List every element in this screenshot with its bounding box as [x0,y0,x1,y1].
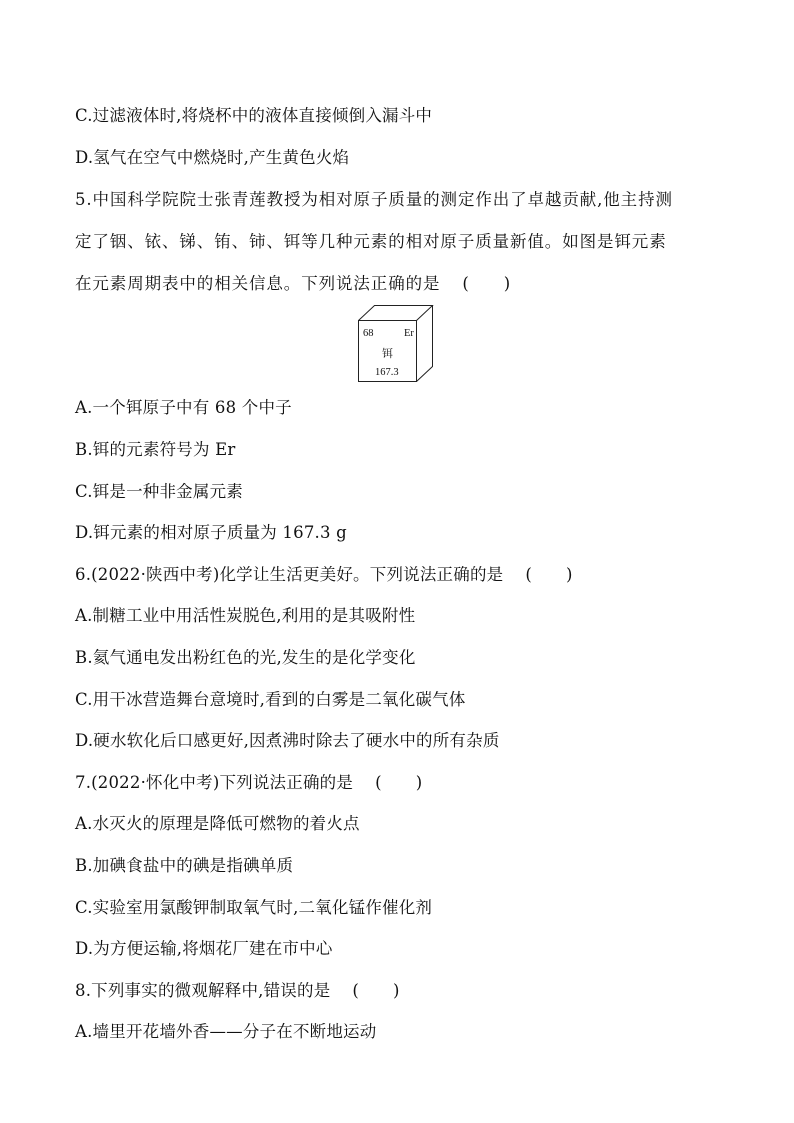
q6-stem [75,565,573,585]
q7-option-b: B.加碘食盐中的碘是指碘单质 [75,856,294,875]
element-cell-box [357,304,441,384]
element-symbol: Er [404,328,414,339]
answer-bracket: ( ) [462,274,512,293]
q7-option-c: C.实验室用氯酸钾制取氧气时,二氧化锰作催化剂 [75,898,433,917]
element-cell-figure [357,304,441,384]
element-name: 铒 [382,348,393,360]
answer-bracket: ( ) [375,773,423,792]
q6-option-d: D.硬水软化后口感更好,因煮沸时除去了硬水中的所有杂质 [75,731,500,750]
answer-bracket: ( ) [525,565,573,584]
q6-option-c: C.用干冰营造舞台意境时,看到的白雾是二氧化碳气体 [75,690,466,709]
q5-option-d: D.铒元素的相对原子质量为 167.3 g [75,523,347,542]
q8-stem-text: 8.下列事实的微观解释中,错误的是 [75,981,331,1000]
q6-option-a: A.制糖工业中用活性炭脱色,利用的是其吸附性 [75,606,416,625]
q4-option-c: C.过滤液体时,将烧杯中的液体直接倾倒入漏斗中 [75,106,433,125]
q6-option-b: B.氦气通电发出粉红色的光,发生的是化学变化 [75,648,416,667]
q7-stem-text: 7.(2022·怀化中考)下列说法正确的是 [75,773,354,792]
q5-stem-line-2: 定了铟、铱、锑、铕、铈、铒等几种元素的相对原子质量新值。如图是铒元素 [75,232,667,251]
q7-option-d: D.为方便运输,将烟花厂建在市中心 [75,939,333,958]
q5-stem-line-1: 5.中国科学院院士张青莲教授为相对原子质量的测定作出了卓越贡献,他主持测 [75,190,673,209]
element-atomic-mass: 167.3 [375,367,399,378]
q5-option-a: A.一个铒原子中有 68 个中子 [75,398,292,417]
q5-stem-line-3 [75,274,511,294]
answer-bracket: ( ) [352,981,400,1000]
q8-option-a: A.墙里开花墙外香——分子在不断地运动 [75,1022,377,1041]
q7-stem [75,773,422,793]
element-atomic-number: 68 [363,328,374,339]
q5-option-c: C.铒是一种非金属元素 [75,482,243,501]
q5-stem-text: 在元素周期表中的相关信息。下列说法正确的是 [75,274,441,293]
q6-stem-text: 6.(2022·陕西中考)化学让生活更美好。下列说法正确的是 [75,565,504,584]
q5-option-b: B.铒的元素符号为 Er [75,440,236,459]
q7-option-a: A.水灭火的原理是降低可燃物的着火点 [75,814,360,833]
q8-stem [75,981,400,1001]
q4-option-d: D.氢气在空气中燃烧时,产生黄色火焰 [75,148,350,167]
